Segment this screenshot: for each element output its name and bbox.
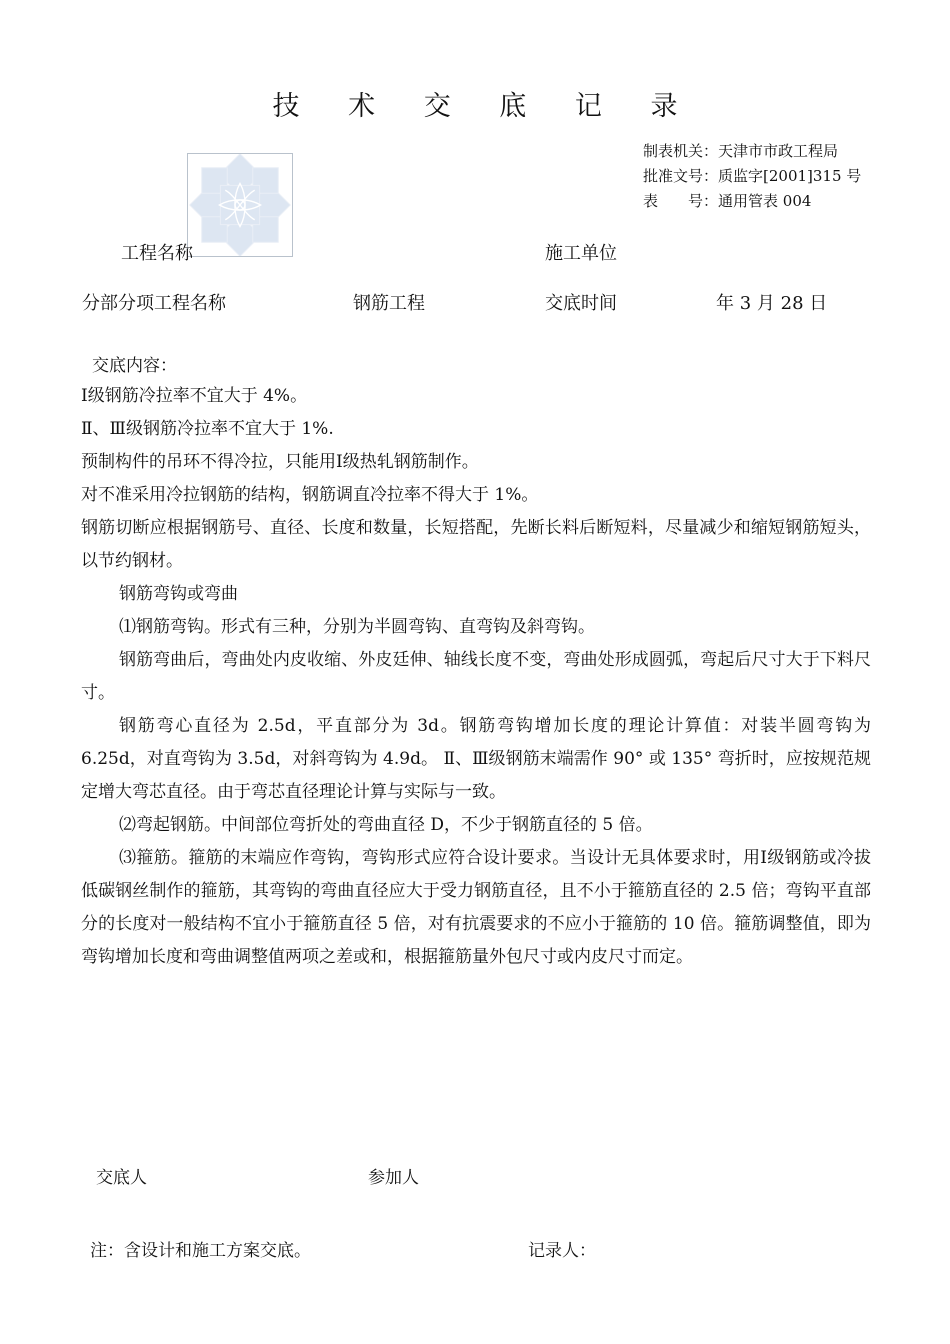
paragraph: 钢筋弯曲后，弯曲处内皮收缩、外皮廷伸、轴线长度不变，弯曲处形成圆弧，弯起后尺寸大于下料尺寸。 <box>81 650 871 703</box>
participants-label: 参加人 <box>368 1168 419 1188</box>
paragraph: ⑶箍筋。箍筋的末端应作弯钩，弯钩形式应符合设计要求。当设计无具体要求时，用Ⅰ级钢筋或冷拔低碳钢丝制作的箍筋，其弯钩的弯曲直径应大于受力钢筋直径，且不小于箍筋直径的 2.5 倍；弯钩平直部分的长度对一般结构不宜小于箍筋直径 5 倍，对有抗震要求的不应小于箍筋的 10 倍。箍筋调整值，即为弯钩增加长度和弯曲调整值两项之差或和，根据箍筋量外包尺寸或内皮尺寸而定。 <box>81 848 871 967</box>
meta-form-number <box>643 189 861 214</box>
paragraph: 钢筋弯心直径为 2.5d，平直部分为 3d。钢筋弯钩增加长度的理论计算值：对装半圆弯钩为 6.25d，对直弯钩为 3.5d，对斜弯钩为 4.9d。 Ⅱ、Ⅲ级钢筋末端需作 90° 或 135° 弯折时，应按规范规定增大弯芯直径。由于弯芯直径理论计算与实际与一致。 <box>81 716 871 802</box>
sub-project-value: 钢筋工程 <box>353 293 425 314</box>
construction-unit-label: 施工单位 <box>545 243 617 264</box>
paragraph: 钢筋切断应根据钢筋号、直径、长度和数量，长短搭配，先断长料后断短料，尽量减少和缩短钢筋短头，以节约钢材。 <box>81 518 871 571</box>
handover-time-label: 交底时间 <box>545 293 617 314</box>
section-heading: 钢筋弯钩或弯曲 <box>119 584 238 604</box>
meta-authority <box>643 139 861 164</box>
paragraph: Ⅱ、Ⅲ级钢筋冷拉率不宜大于 1%. <box>81 419 334 439</box>
note: 注：含设计和施工方案交底。 <box>90 1241 311 1261</box>
paragraph: ⑵弯起钢筋。中间部位弯折处的弯曲直径 D，不少于钢筋直径的 5 倍。 <box>119 815 653 835</box>
meta-approval-value: 质监字[2001]315 号 <box>718 167 862 185</box>
paragraph: ⑴钢筋弯钩。形式有三种，分别为半圆弯钩、直弯钩及斜弯钩。 <box>119 617 595 637</box>
meta-form-label: 表 号： <box>643 192 719 210</box>
handover-time-value: 年 3 月 28 日 <box>716 293 828 314</box>
meta-authority-value: 天津市市政工程局 <box>718 142 839 160</box>
form-meta <box>643 139 861 214</box>
project-name-label: 工程名称 <box>121 243 193 264</box>
sub-project-label: 分部分项工程名称 <box>82 293 226 314</box>
meta-authority-label: 制表机关： <box>643 142 719 160</box>
paragraph: 对不准采用冷拉钢筋的结构，钢筋调直冷拉率不得大于 1%。 <box>81 485 539 505</box>
meta-approval <box>643 164 861 189</box>
page-title: 技 术 交 底 记 录 <box>272 91 698 122</box>
meta-form-value: 通用管表 004 <box>718 192 812 210</box>
presenter-label: 交底人 <box>96 1168 147 1188</box>
content-label: 交底内容： <box>92 356 177 376</box>
paragraph: 预制构件的吊环不得冷拉，只能用Ⅰ级热轧钢筋制作。 <box>81 452 479 472</box>
meta-approval-label: 批准文号： <box>643 167 719 185</box>
content-body <box>81 380 871 974</box>
flower-emblem-icon <box>187 153 293 257</box>
paragraph: Ⅰ级钢筋冷拉率不宜大于 4%。 <box>81 386 308 406</box>
recorder-label: 记录人： <box>528 1241 596 1261</box>
